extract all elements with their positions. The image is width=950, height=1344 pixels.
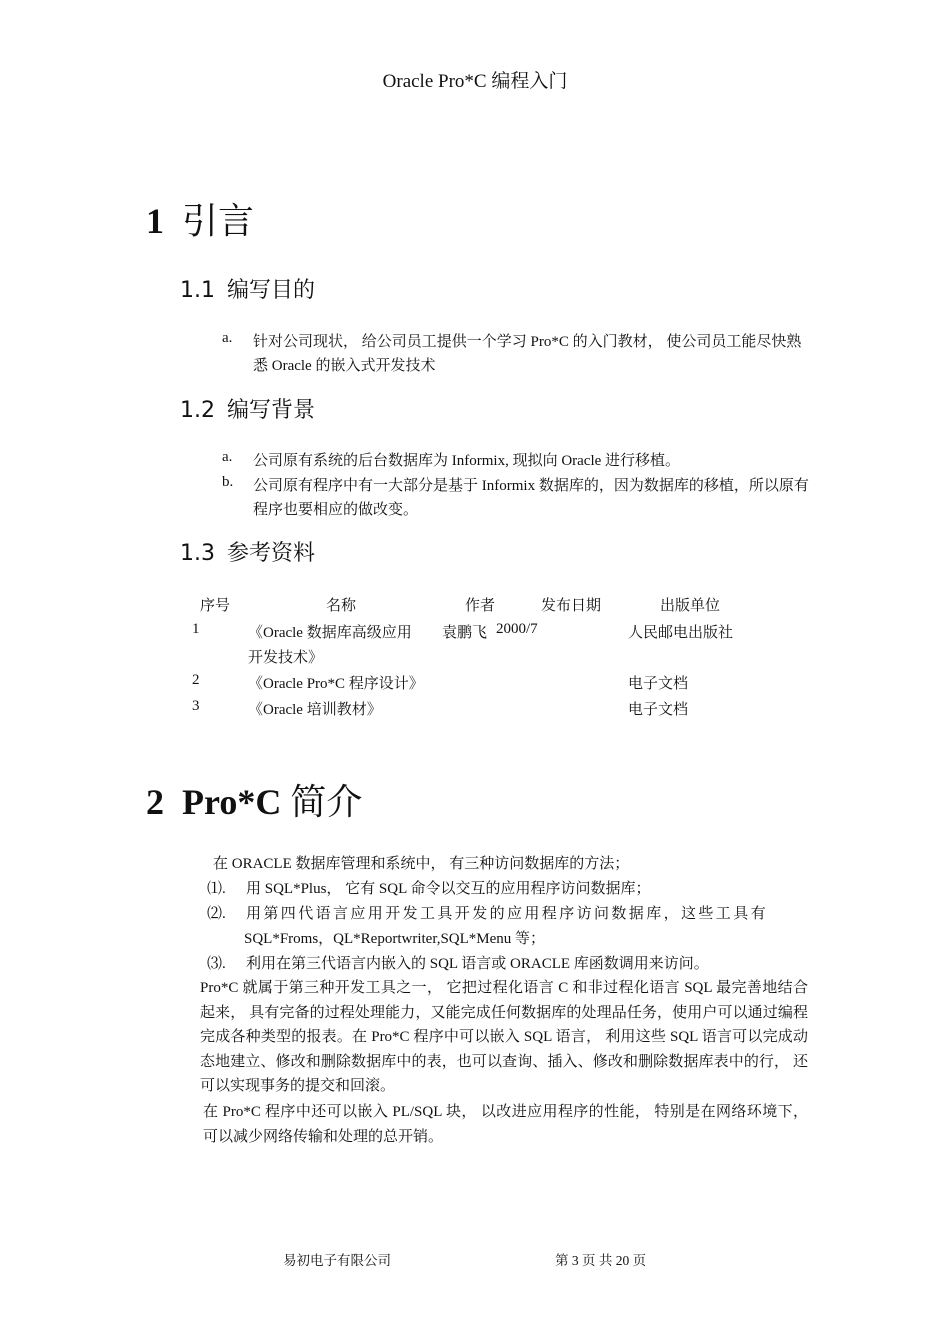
intro-text: 在 ORACLE 数据库管理和系统中， 有三种访问数据库的方法； — [213, 856, 630, 872]
section-title: 引言 — [182, 201, 255, 241]
table-header-cell: 名称 — [326, 598, 357, 614]
table-header-cell: 序号 — [200, 598, 231, 614]
section-1-3-heading — [180, 536, 315, 567]
footer-page-number: 第 3 页 共 20 页 — [555, 1253, 647, 1268]
section-1-heading — [146, 193, 254, 244]
method-text: 利用在第三代语言内嵌入的 SQL 语言或 ORACLE 库函数调用来访问。 — [246, 956, 709, 972]
section-number: 1.1 — [180, 278, 215, 303]
list-item: 针对公司现状， 给公司员工提供一个学习 Pro*C 的入门教材， 使公司员工能尽快熟悉 Oracle 的嵌入式开发技术 — [253, 334, 802, 374]
table-cell: 2000/7 — [496, 621, 538, 637]
list-item: 公司原有程序中有一大部分是基于 Informix 数据库的，因为数据库的移植，所以原有程序也要相应的做改变。 — [253, 478, 809, 518]
table-cell: 电子文档 — [628, 702, 689, 718]
table-cell: 3 — [192, 698, 200, 714]
section-title: 编写背景 — [227, 398, 316, 423]
section-title-bold: Pro*C — [182, 782, 282, 822]
section-1-1-heading — [180, 273, 315, 304]
table-cell: 开发技术》 — [248, 650, 324, 666]
section-title: 参考资料 — [227, 541, 316, 566]
table-cell: 袁鹏飞 — [442, 625, 488, 641]
table-cell: 《Oracle Pro*C 程序设计》 — [248, 676, 424, 692]
section-2-heading — [146, 774, 362, 825]
section-number: 2 — [146, 782, 164, 822]
footer-company: 易初电子有限公司 — [283, 1253, 391, 1268]
list-item: 公司原有系统的后台数据库为 Informix, 现拟向 Oracle 进行移植。 — [253, 453, 681, 469]
list-marker: a. — [222, 330, 233, 346]
method-marker: ⑶. — [207, 956, 226, 972]
table-header-cell: 作者 — [465, 598, 496, 614]
page-header: Oracle Pro*C 编程入门 — [382, 71, 568, 92]
body-paragraph: Pro*C 就属于第三种开发工具之一， 它把过程化语言 C 和非过程化语言 SQL 最完善地结合起来， 具有完备的过程处理能力，又能完成任何数据库的处理品任务，使用户可以通过编程完成各种类型的报表。在 Pro*C 程序中可以嵌入 SQL 语言， 利用这些 SQL 语言可以完成动态地建立、修改和删除数据库中的表，也可以查询、插入、修改和删除数据库表中的行， 还可以实现事务的提交和回滚。 — [200, 980, 808, 1094]
section-number: 1.3 — [180, 541, 215, 566]
method-text: 用 SQL*Plus， 它有 SQL 命令以交互的应用程序访问数据库； — [246, 881, 651, 897]
table-cell: 《Oracle 数据库高级应用 — [248, 625, 412, 641]
table-cell: 2 — [192, 672, 200, 688]
table-cell: 电子文档 — [628, 676, 689, 692]
table-cell: 《Oracle 培训教材》 — [248, 702, 382, 718]
list-marker: a. — [222, 449, 233, 465]
section-1-2-heading — [180, 393, 315, 424]
table-cell: 1 — [192, 621, 200, 637]
table-header-cell: 发布日期 — [541, 598, 602, 614]
list-marker: b. — [222, 474, 234, 490]
method-marker: ⑴. — [207, 881, 226, 897]
section-number: 1.2 — [180, 398, 215, 423]
section-number: 1 — [146, 201, 164, 241]
body-paragraph: 在 Pro*C 程序中还可以嵌入 PL/SQL 块， 以改进应用程序的性能， 特别是在网络环境下，可以减少网络传输和处理的总开销。 — [203, 1104, 808, 1145]
method-text-continued: SQL*Froms，QL*Reportwriter,SQL*Menu 等； — [244, 931, 546, 947]
section-title: 简介 — [290, 782, 363, 822]
section-title: 编写目的 — [227, 278, 316, 303]
method-marker: ⑵. — [207, 906, 226, 922]
table-cell: 人民邮电出版社 — [628, 625, 734, 641]
method-text: 用第四代语言应用开发工具开发的应用程序访问数据库，这些工具有 — [246, 906, 769, 922]
table-header-cell: 出版单位 — [660, 598, 721, 614]
